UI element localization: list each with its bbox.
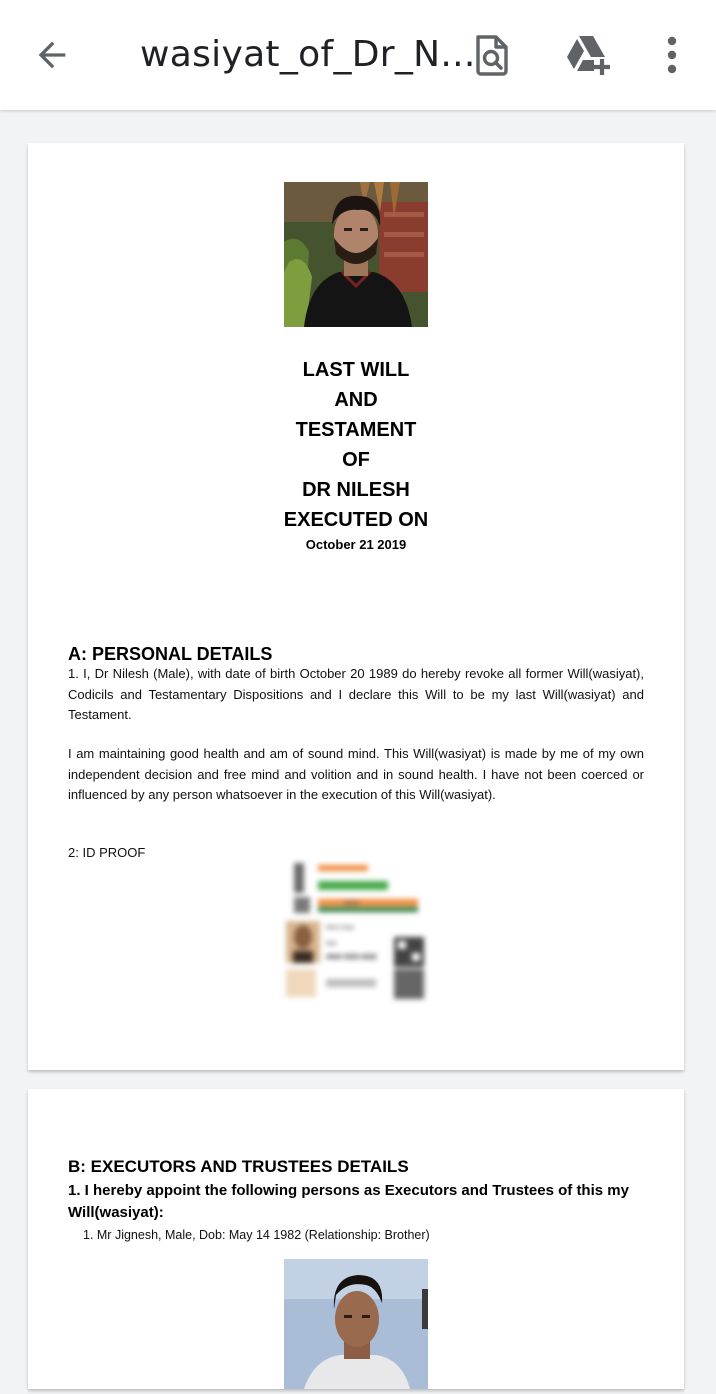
title-line: TESTAMENT xyxy=(295,419,417,441)
id-card-gender: Male xyxy=(326,941,337,947)
id-card-image xyxy=(284,857,428,1003)
more-options-button[interactable] xyxy=(644,27,700,83)
back-button[interactable] xyxy=(24,27,80,83)
find-in-document-button[interactable] xyxy=(464,27,520,83)
add-to-drive-button[interactable] xyxy=(560,27,616,83)
title-line: OF xyxy=(342,449,370,471)
title-line: LAST WILL xyxy=(302,359,410,381)
appoint-executors-text: 1. I hereby appoint the following persons as Executors and Trustees of this my Will(wasiyat): xyxy=(68,1182,629,1221)
viewer-toolbar xyxy=(0,0,716,110)
testator-photo xyxy=(284,182,428,327)
section-b-heading: B: EXECUTORS AND TRUSTEES DETAILS xyxy=(68,1157,409,1176)
id-card-name: Nilesh Singh xyxy=(326,925,355,931)
sound-mind-paragraph: I am maintaining good health and am of sound mind. This Will(wasiyat) is made by me of my own independent decision and free mind and volition and in sound health. I have not been coerced or influenced by any person whatsoever in the execution of this Will(wasiyat). xyxy=(68,746,644,802)
svg-text:सरकार: सरकार xyxy=(344,901,360,907)
id-card-number: 4444 3333 2222 xyxy=(326,954,377,961)
add-to-drive-icon xyxy=(564,33,612,77)
revocation-paragraph: 1. I, Dr Nilesh (Male), with date of birth October 20 1989 do hereby revoke all former Will(wasiyat), Codicils and Testamentary Dispositions and I declare this Will to be my last Will(wasiyat) and Testament. xyxy=(68,666,644,722)
title-line: AND xyxy=(334,389,378,411)
document-page-2 xyxy=(28,1089,684,1389)
document-search-icon xyxy=(472,33,512,77)
executed-date: October 21 2019 xyxy=(305,537,407,552)
arrow-left-icon xyxy=(32,35,72,75)
id-proof-label: 2: ID PROOF xyxy=(68,845,146,860)
more-vert-icon xyxy=(666,35,678,75)
document-page-1 xyxy=(28,143,684,1070)
executor-photo xyxy=(284,1259,428,1389)
title-line: EXECUTED ON xyxy=(283,509,429,531)
document-title: wasiyat_of_Dr_N... xyxy=(140,34,476,75)
section-a-heading: A: PERSONAL DETAILS xyxy=(68,644,273,664)
title-line: DR NILESH xyxy=(302,479,410,501)
will-title xyxy=(156,355,556,553)
executor-item: 1. Mr Jignesh, Male, Dob: May 14 1982 (Relationship: Brother) xyxy=(83,1228,430,1242)
